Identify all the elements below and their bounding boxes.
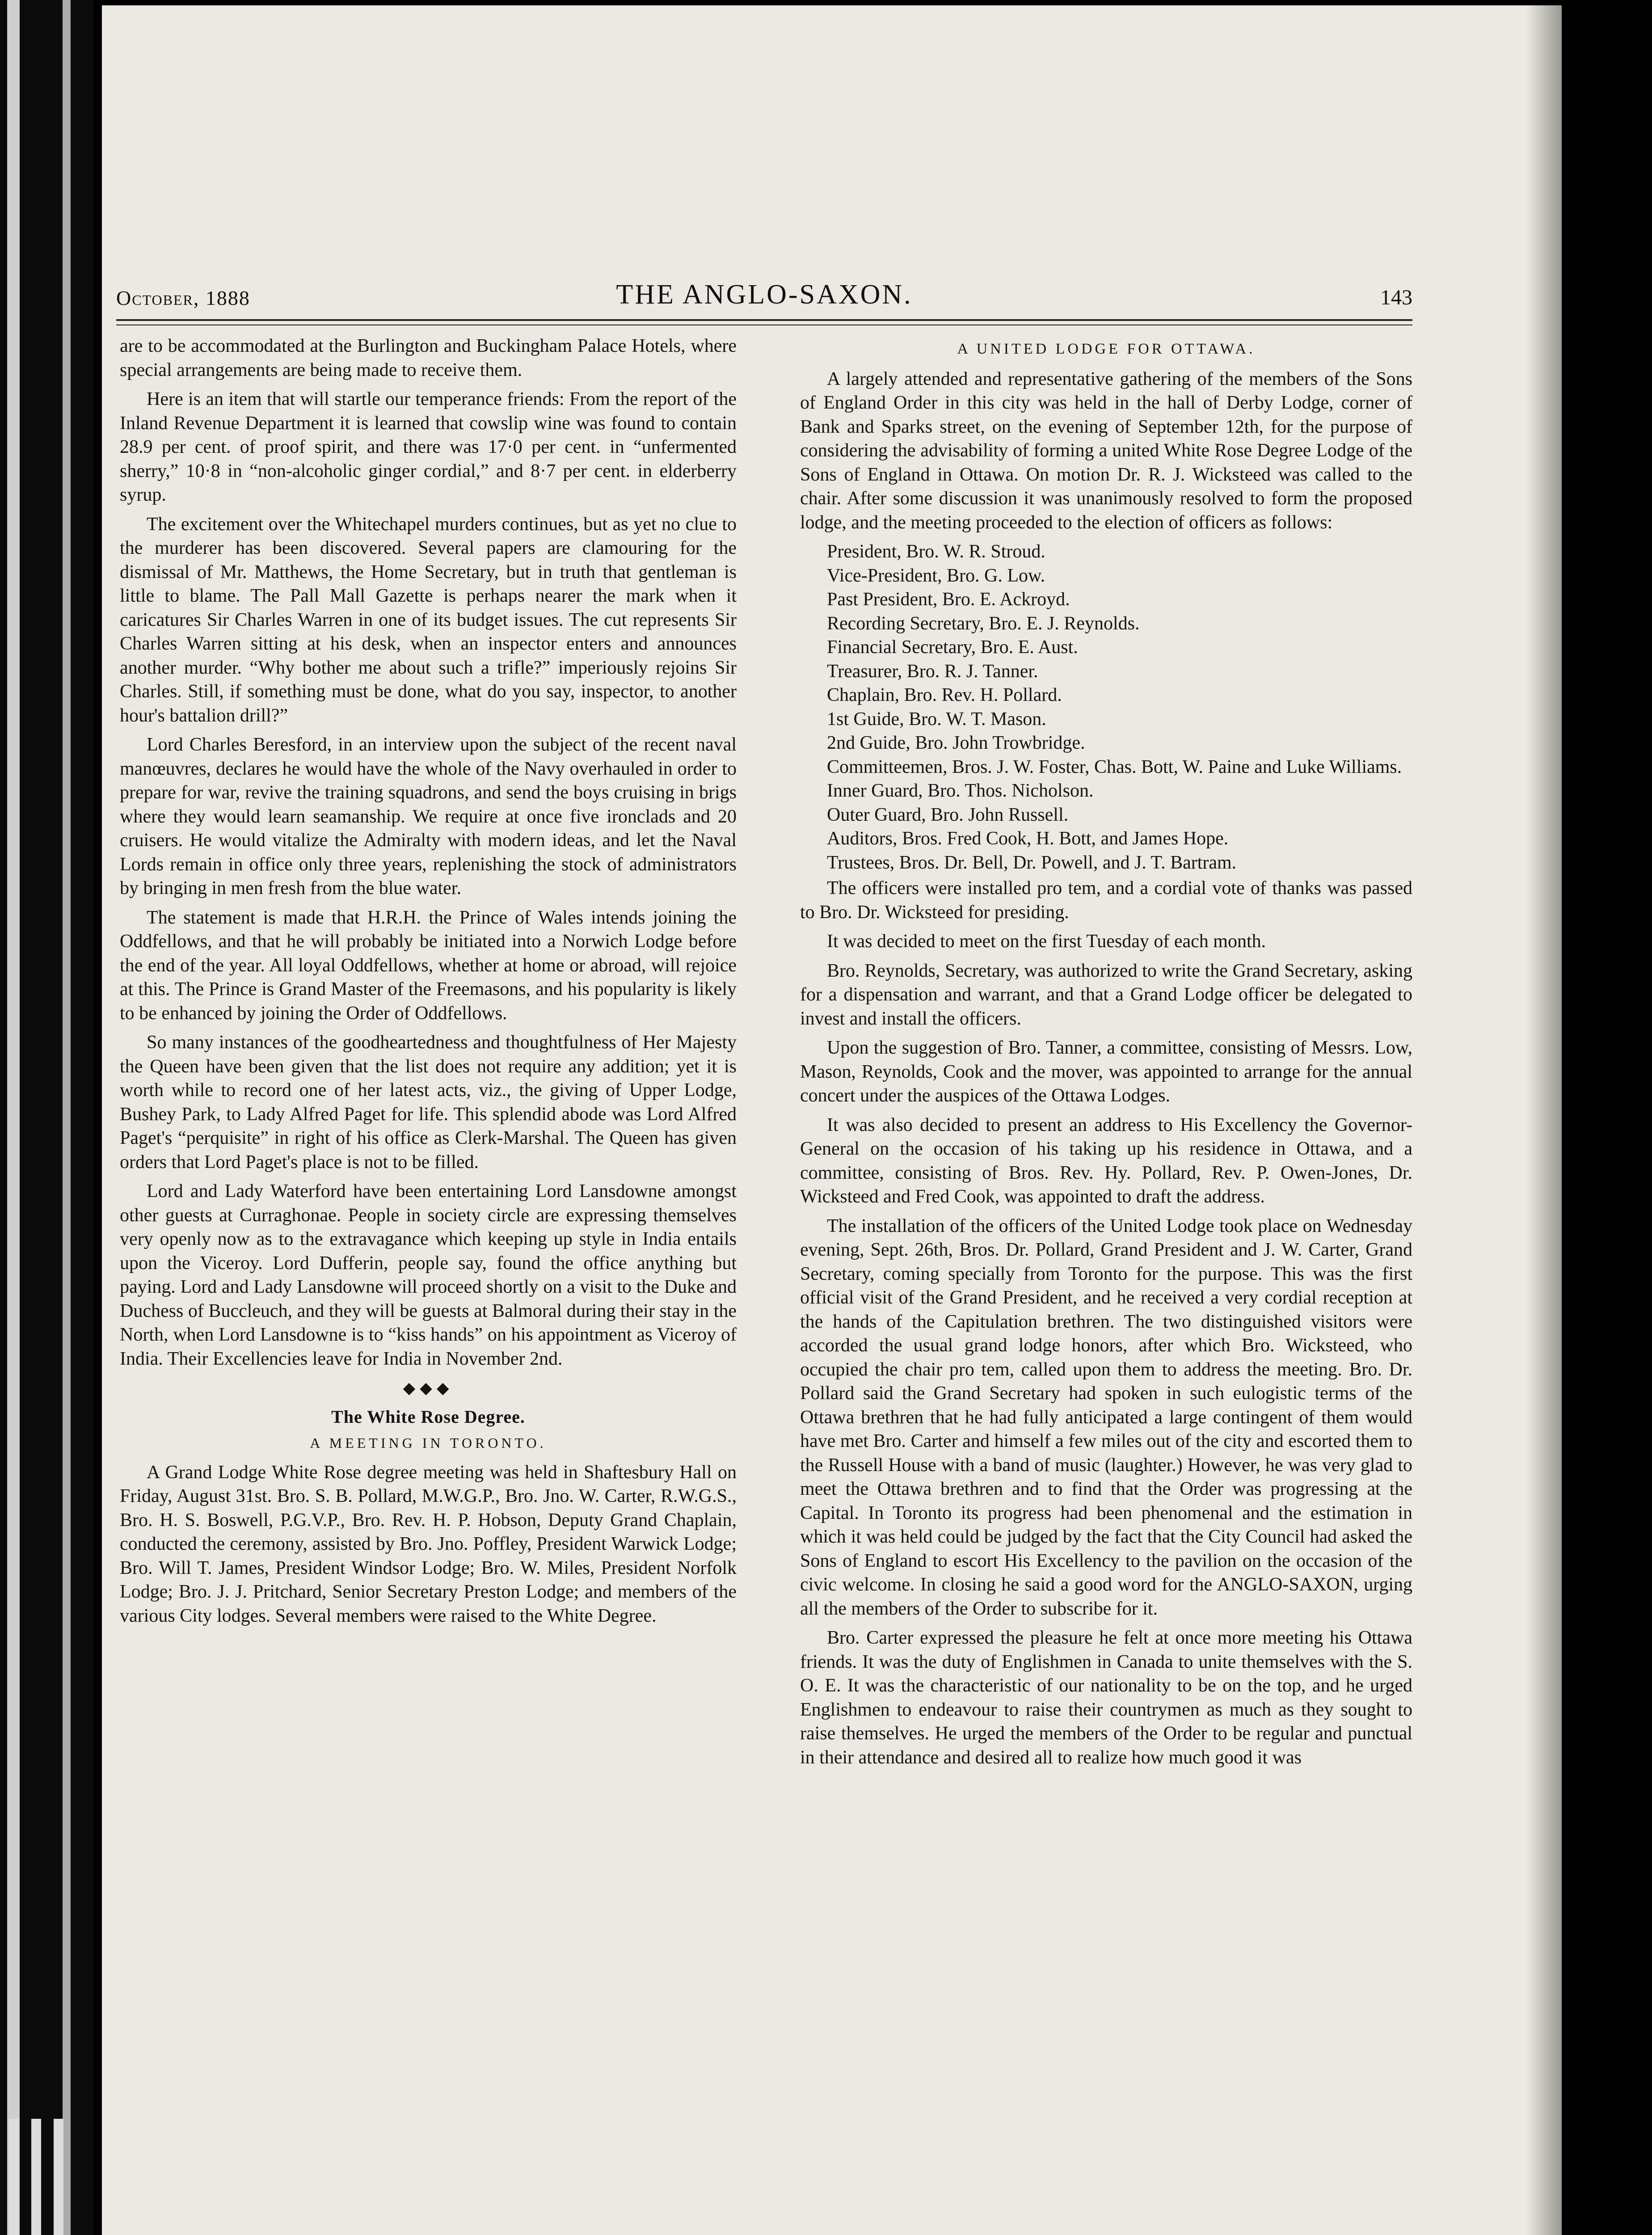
scan-edge-mark xyxy=(54,2119,63,2235)
paragraph: The excitement over the Whitechapel murders continues, but as yet no clue to the murderer has been discovered. Several papers are clamouring for the dismissal of Mr. Matthews, the Home Secretary, but in truth that gentleman is little to blame. The Pall Mall Gazette is perhaps nearer the mark when it caricatures Sir Charles Warren in one of its budget issues. The cut represents Sir Charles Warren sitting at his desk, when an inspector enters and announces another murder. “Why bother me about such a trifle?” imperiously rejoins Sir Charles. Still, if something must be done, what do you say, inspector, to another hour's battalion drill?” xyxy=(120,514,737,726)
officer-entry: Treasurer, Bro. R. J. Tanner. xyxy=(827,661,1038,682)
paragraph: Lord and Lady Waterford have been entertaining Lord Lansdowne amongst other guests at Curraghonae. People in society circle are expressing themselves very openly now as to the extravagance which keeping up style in India entails upon the Viceroy. Lord Dufferin, people say, found the office anything but paying. Lord and Lady Lansdowne will proceed shortly on a visit to the Duke and Duchess of Buccleuch, and they will be guests at Balmoral during their stay in the North, when Lord Lansdowne is to “kiss hands” on his appointment as Viceroy of India. Their Excellencies leave for India in November 2nd. xyxy=(120,1181,737,1369)
paragraph: A largely attended and representative gathering of the members of the Sons of England Order in this city was held in the hall of Derby Lodge, corner of Bank and Sparks street, on the evening of September 12th, for the purpose of considering the advisability of forming a united White Rose Degree Lodge of the Sons of England in Ottawa. On motion Dr. R. J. Wicksteed was called to the chair. After some discussion it was unanimously resolved to form the proposed lodge, and the meeting proceeded to the election of officers as follows: xyxy=(800,368,1412,533)
page-header xyxy=(116,277,1412,317)
scan-edge-mark xyxy=(31,2119,41,2235)
officer-entry: Inner Guard, Bro. Thos. Nicholson. xyxy=(827,780,1094,801)
paragraph: So many instances of the goodheartedness and thoughtfulness of Her Majesty the Queen have been given that the list does not require any addition; yet it is worth while to record one of her latest acts, viz., the giving of Upper Lodge, Bushey Park, to Lady Alfred Paget for life. This splendid abode was Lord Alfred Paget's “perquisite” in right of his office as Clerk-Marshal. The Queen has given orders that Lord Paget's place is not to be filled. xyxy=(120,1032,737,1172)
paragraph: It was also decided to present an address to His Excellency the Governor-General on the occasion of his taking up his residence in Ottawa, and a committee, consisting of Bros. Rev. Hy. Pollard, Rev. P. Owen-Jones, Dr. Wicksteed and Fred Cook, was appointed to draft the address. xyxy=(800,1114,1412,1207)
officers-list xyxy=(800,540,1412,875)
scan-edge-strip xyxy=(63,0,71,2235)
officer-entry: Chaplain, Bro. Rev. H. Pollard. xyxy=(827,685,1062,705)
section-heading: A UNITED LODGE FOR OTTAWA. xyxy=(957,341,1256,357)
officer-entry: Committeemen, Bros. J. W. Foster, Chas. Bott, W. Paine and Luke Williams. xyxy=(827,756,1402,777)
section-subtitle: A MEETING IN TORONTO. xyxy=(310,1435,547,1451)
scan-edge-mark xyxy=(9,2119,19,2235)
scan-edge-strip xyxy=(7,0,20,2235)
officer-entry: Outer Guard, Bro. John Russell. xyxy=(827,804,1069,825)
officer-entry: 1st Guide, Bro. W. T. Mason. xyxy=(827,708,1046,730)
scan-edge-marks xyxy=(0,2119,89,2235)
officer-entry: Past President, Bro. E. Ackroyd. xyxy=(827,589,1070,610)
paragraph: Upon the suggestion of Bro. Tanner, a committee, consisting of Messrs. Low, Mason, Reynolds, Cook and the mover, was appointed to arrange for the annual concert under the auspices of the Ottawa Lodges. xyxy=(800,1037,1412,1106)
officer-entry: Recording Secretary, Bro. E. J. Reynolds. xyxy=(827,613,1140,634)
paragraph: The installation of the officers of the United Lodge took place on Wednesday evening, Sept. 26th, Bros. Dr. Pollard, Grand President and J. W. Carter, Grand Secretary, coming specially from Toronto for the purpose. This was the first official visit of the Grand President, and he received a very cordial reception at the hands of the Capitulation brethren. The two distinguished visitors were accorded the usual grand lodge honors, after which Bro. Wicksteed, who occupied the chair pro tem, called upon them to address the meeting. Bro. Dr. Pollard said the Grand Secretary had spoken in such eulogistic terms of the Ottawa brethren that he had fully anticipated a large contingent of them would have met Bro. Carter and himself a few miles out of the city and escorted them to the Russell House with a band of music (laughter.) However, he was very glad to meet the Ottawa brethren and to find that the Order was progressing at the Capital. In Toronto its progress had been phenomenal and the estimation in which it was held could be judged by the fact that the City Council had asked the Sons of England to escort His Excellency to the pavilion on the occasion of the civic welcome. In closing he said a good word for the ANGLO-SAXON, urging all the members of the Order to subscribe for it. xyxy=(800,1215,1412,1619)
publication-title: THE ANGLO-SAXON. xyxy=(616,279,913,310)
officer-entry: Vice-President, Bro. G. Low. xyxy=(827,565,1045,586)
paragraph: Bro. Reynolds, Secretary, was authorized to write the Grand Secretary, asking for a dispensation and warrant, and that a Grand Lodge officer be delegated to invest and install the officers. xyxy=(800,960,1412,1029)
paragraph: The officers were installed pro tem, and a cordial vote of thanks was passed to Bro. Dr. Wicksteed for presiding. xyxy=(800,878,1412,923)
paragraph: A Grand Lodge White Rose degree meeting was held in Shaftesbury Hall on Friday, August 31st. Bro. S. B. Pollard, M.W.G.P., Bro. Jno. W. Carter, R.W.G.S., Bro. H. S. Boswell, P.G.V.P., Bro. Rev. H. P. Hobson, Deputy Grand Chaplain, conducted the ceremony, assisted by Bro. Jno. Poffley, President Warwick Lodge; Bro. Will T. James, President Windsor Lodge; Bro. W. Miles, President Norfolk Lodge; Bro. J. J. Pritchard, Senior Secretary Preston Lodge; and members of the various City lodges. Several members were raised to the White Degree. xyxy=(120,1462,737,1626)
paragraph: Here is an item that will startle our temperance friends: From the report of the Inland Revenue Department it is learned that cowslip wine was found to contain 28.9 per cent. of proof spirit, and there was 17·0 per cent. in “unfermented sherry,” 10·8 in “non-alcoholic ginger cordial,” and 8·7 per cent. in elderberry syrup. xyxy=(120,389,737,505)
section-ornament: ◆◆◆ xyxy=(403,1379,454,1397)
header-rule xyxy=(116,319,1412,321)
officer-entry: Trustees, Bros. Dr. Bell, Dr. Powell, and J. T. Bartram. xyxy=(827,852,1237,873)
officer-entry: President, Bro. W. R. Stroud. xyxy=(827,541,1045,562)
paragraph: Lord Charles Beresford, in an interview upon the subject of the recent naval manœuvres, declares he would have the whole of the Navy overhauled in order to prepare for war, revive the training squadrons, and send the boys cruising in brigs where they would learn seamanship. We require at once five ironclads and 20 cruisers. He would vitalize the Admiralty with modern ideas, and let the Naval Lords remain in office only three years, replenishing the stock of administrators by bringing in men fresh from the blue water. xyxy=(120,734,737,898)
page-gutter-shadow xyxy=(1526,5,1562,2235)
right-column xyxy=(800,334,1412,1775)
officer-entry: Financial Secretary, Bro. E. Aust. xyxy=(827,637,1078,658)
section-title: The White Rose Degree. xyxy=(331,1406,525,1427)
paragraph: It was decided to meet on the first Tuesday of each month. xyxy=(827,931,1266,952)
left-column xyxy=(120,334,737,1633)
paragraph: are to be accommodated at the Burlington and Buckingham Palace Hotels, where special arrangements are being made to receive them. xyxy=(120,336,737,380)
officer-entry: 2nd Guide, Bro. John Trowbridge. xyxy=(827,733,1085,753)
issue-date: October, 1888 xyxy=(116,287,250,309)
officer-entry: Auditors, Bros. Fred Cook, H. Bott, and James Hope. xyxy=(827,828,1229,849)
paragraph: Bro. Carter expressed the pleasure he felt at once more meeting his Ottawa friends. It was the duty of Englishmen in Canada to unite themselves with the S. O. E. It was the characteristic of our nationality to be on the top, and he urged Englishmen to endeavour to raise their countrymen as much as they sought to raise themselves. He urged the members of the Order to be regular and punctual in their attendance and desired all to realize how much good it was xyxy=(800,1628,1412,1768)
page-number: 143 xyxy=(1380,286,1412,309)
paragraph: The statement is made that H.R.H. the Prince of Wales intends joining the Oddfellows, and that he will probably be initiated into a Norwich Lodge before the end of the year. All loyal Oddfellows, whether at home or abroad, will rejoice at this. The Prince is Grand Master of the Freemasons, and his popularity is likely to be enhanced by joining the Order of Oddfellows. xyxy=(120,907,737,1024)
